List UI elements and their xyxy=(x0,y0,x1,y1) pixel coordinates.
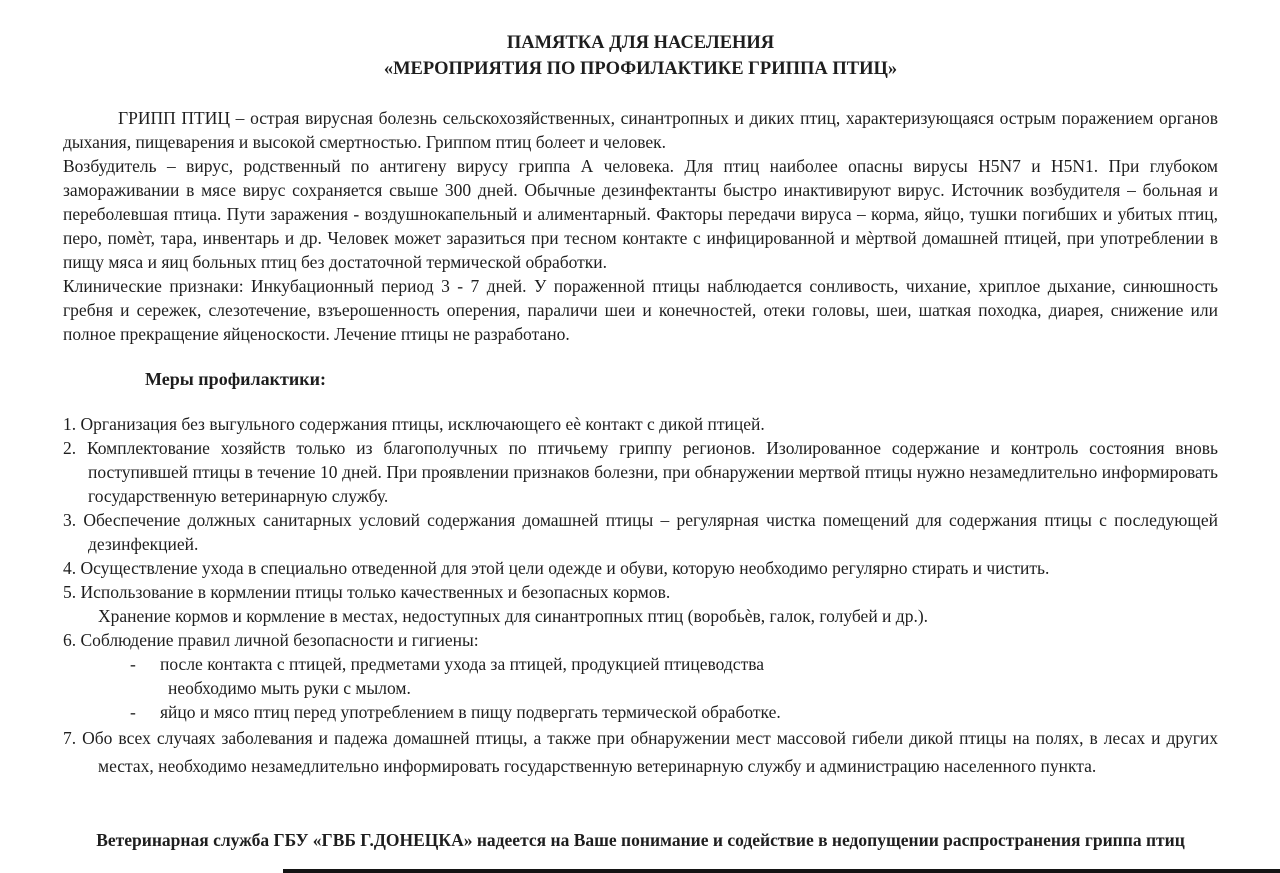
list-item-5-continuation: Хранение кормов и кормление в местах, недоступных для синантропных птиц (воробьѐв, галок, голубей и др.). xyxy=(98,606,929,626)
footer-note: Ветеринарная служба ГБУ «ГВБ Г.ДОНЕЦКА» надеется на Ваше понимание и содействие в недопущении распространения гриппа птиц xyxy=(96,830,1185,850)
list-item-4 xyxy=(63,556,1218,580)
list-item-1 xyxy=(63,412,1218,436)
title-line-1: ПАМЯТКА ДЛЯ НАСЕЛЕНИЯ xyxy=(506,33,775,53)
list-item-5-text: Использование в кормлении птицы только качественных и безопасных кормов. xyxy=(80,582,671,602)
sub-list-item-thermal-processing xyxy=(63,700,1218,724)
paragraph-clinical-signs: Клинические признаки: Инкубационный период 3 - 7 дней. У пораженной птицы наблюдается сонливость, чихание, хриплое дыхание, синюшность гребня и сережек, слезотечение, взъерошенность оперения, параличи шеи и конечностей, отеки головы, шеи, шаткая походка, диарея, снижение или полное прекращение яйценоскости. Лечение птицы не разработано. xyxy=(63,276,1218,344)
list-item-5 xyxy=(63,580,1218,604)
list-item-3-text: Обеспечение должных санитарных условий содержания домашней птицы – регулярная чистка помещений для содержания птицы с последующей дезинфекцией. xyxy=(83,510,1218,554)
list-item-3-number: 3. xyxy=(63,510,77,530)
list-item-1-number: 1. xyxy=(63,414,77,434)
sub-list-item-hand-washing xyxy=(63,652,1218,676)
list-item-3 xyxy=(63,508,1218,556)
list-item-2 xyxy=(63,436,1218,508)
list-item-6-text: Соблюдение правил личной безопасности и гигиены: xyxy=(80,630,479,650)
title-line-2: «МЕРОПРИЯТИЯ ПО ПРОФИЛАКТИКЕ ГРИППА ПТИЦ» xyxy=(383,59,898,79)
paragraph-disease-definition: ГРИПП ПТИЦ – острая вирусная болезнь сельскохозяйственных, синантропных и диких птиц, характеризующаяся острым поражением органов дыхания, пищеварения и высокой смертностью. Гриппом птиц болеет и человек. xyxy=(63,108,1218,152)
list-item-2-text: Комплектование хозяйств только из благополучных по птичьему гриппу регионов. Изолированное содержание и контроль состояния вновь поступившей птицы в течение 10 дней. При проявлении признаков болезни, при обнаружении мертвой птицы нужно незамедлительно информировать государственную ветеринарную службу. xyxy=(86,438,1218,506)
list-item-2-number: 2. xyxy=(63,438,77,458)
list-item-7 xyxy=(63,724,1218,780)
list-item-6-number: 6. xyxy=(63,630,77,650)
prevention-measures-list xyxy=(63,412,1218,780)
sub-list-item-thermal-processing-text: яйцо и мясо птиц перед употреблением в пищу подвергать термической обработке. xyxy=(160,702,781,722)
list-item-7-number: 7. xyxy=(63,728,77,748)
list-item-7-text: Обо всех случаях заболевания и падежа домашней птицы, а также при обнаружении мест массовой гибели дикой птицы на полях, в лесах и других местах, необходимо незамедлительно информировать государственную ветеринарную службу и администрацию населенного пункта. xyxy=(82,728,1218,776)
paragraph-pathogen-info: Возбудитель – вирус, родственный по антигену вирусу гриппа А человека. Для птиц наиболее опасны вирусы H5N7 и H5N1. При глубоком замораживании в мясе вирус сохраняется свыше 300 дней. Обычные дезинфектанты быстро инактивируют вирус. Источник возбудителя – больная и переболевшая птица. Пути заражения - воздушнокапельный и алиментарный. Факторы передачи вируса – корма, яйцо, тушки погибших и убитых птиц, перо, помѐт, тара, инвентарь и др. Человек может заразиться при тесном контакте с инфицированной и мѐртвой домашней птицей, при употреблении в пищу мяса и яиц больных птиц без достаточной термической обработки. xyxy=(63,156,1218,272)
dash-bullet: - xyxy=(130,702,136,722)
list-item-4-text: Осуществление ухода в специально отведенной для этой цели одежде и обуви, которую необходимо регулярно стирать и чистить. xyxy=(80,558,1050,578)
list-item-4-number: 4. xyxy=(63,558,77,578)
sub-list-item-hand-washing-continuation: необходимо мыть руки с мылом. xyxy=(168,678,411,698)
dash-bullet: - xyxy=(130,654,136,674)
section-heading-prevention-measures: Меры профилактики: xyxy=(145,369,326,389)
list-item-1-text: Организация без выгульного содержания птицы, исключающего еѐ контакт с дикой птицей. xyxy=(80,414,765,434)
list-item-6 xyxy=(63,628,1218,652)
intro-section xyxy=(63,106,1218,346)
document-title xyxy=(63,30,1218,82)
bottom-edge-line xyxy=(283,869,1280,873)
list-item-5-number: 5. xyxy=(63,582,77,602)
sub-list-item-hand-washing-text: после контакта с птицей, предметами ухода за птицей, продукцией птицеводства xyxy=(160,654,765,674)
